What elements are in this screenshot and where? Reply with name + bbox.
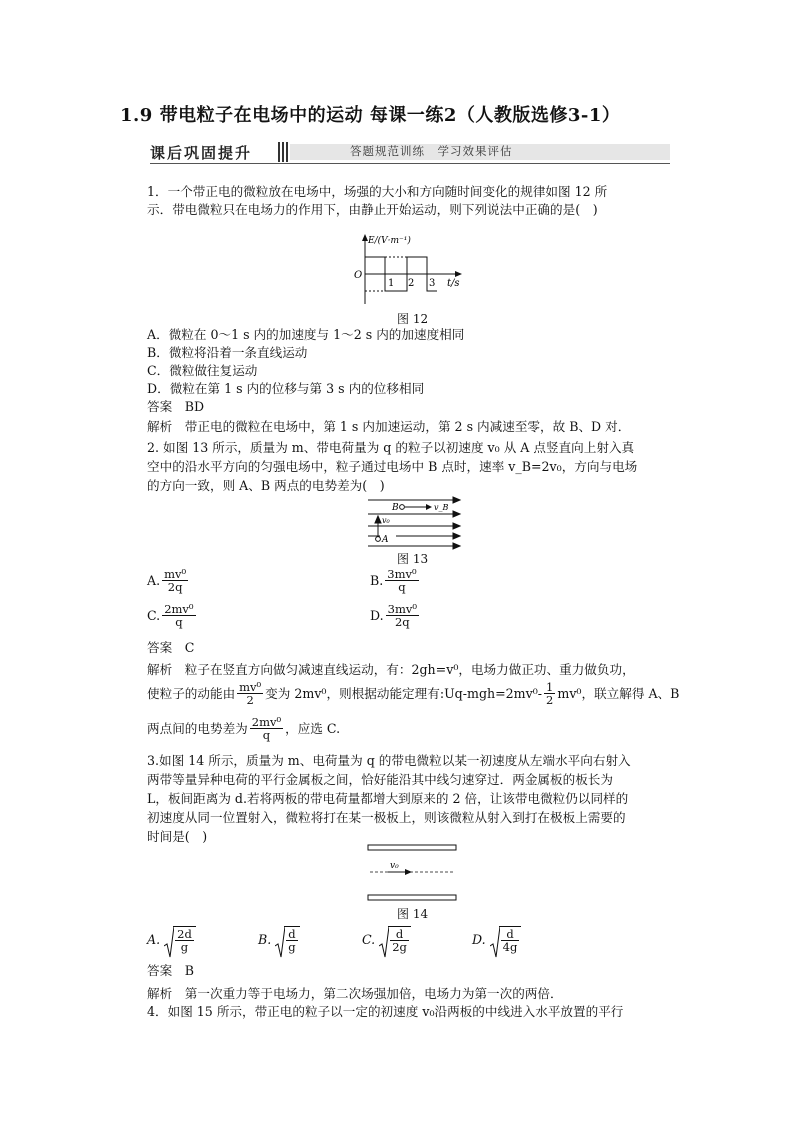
fig13-label-b: B <box>392 503 399 513</box>
q2-option-a-label: A. <box>147 573 161 588</box>
q3-option-b-label: B. <box>258 932 272 947</box>
q2-option-a <box>147 568 190 593</box>
banner-label: 课后巩固提升 <box>150 144 253 162</box>
fig12-xlabel: t/s <box>447 278 460 289</box>
figure-13 <box>366 496 462 552</box>
q2-analysis-frac1-den: 2 <box>246 693 254 707</box>
q2-caption: 图 13 <box>397 552 429 566</box>
q3-option-a-num: 2d <box>177 927 192 941</box>
q2-analysis-3a: 两点间的电势差为 <box>147 721 248 736</box>
q2-analysis-2c: mv⁰，联立解得 A、B <box>557 686 680 701</box>
q3-option-d-den: 4g <box>502 940 518 954</box>
q2-option-c-den: q <box>175 615 183 629</box>
q1-line-2: 示．带电微粒只在电场力的作用下，由静止开始运动，则下列说法中正确的是( ) <box>147 202 598 217</box>
sqrt-sign-icon <box>490 926 500 958</box>
sqrt-sign-icon <box>379 926 389 958</box>
q1-analysis: 解析 带正电的微粒在电场中，第 1 s 内加速运动，第 2 s 内减速至零，故 B、D 对． <box>147 419 631 434</box>
q4-line-1: 4．如图 15 所示，带正电的粒子以一定的初速度 v₀沿两板的中线进入水平放置的平行 <box>147 1004 624 1019</box>
fig13-point-b <box>400 505 405 510</box>
fig12-tick-3: 3 <box>429 278 436 289</box>
q2-analysis-2b: 变为 2mv⁰，则根据动能定理有:Uq-mgh=2mv⁰- <box>265 686 543 701</box>
q3-answer: 答案 B <box>147 963 195 978</box>
q3-line-3: L，板间距离为 d.若将两板的带电荷量都增大到原来的 2 倍，让该带电微粒仍以同样的 <box>147 791 629 806</box>
q3-option-c <box>362 926 411 953</box>
fig12-ylabel: E/(V·m⁻¹) <box>368 236 411 246</box>
q2-option-b <box>370 568 421 593</box>
q1-option-a: A．微粒在 0～1 s 内的加速度与 1～2 s 内的加速度相同 <box>147 327 465 342</box>
q3-line-5: 时间是( ) <box>147 829 208 844</box>
q2-option-d <box>370 603 421 628</box>
banner-underline <box>150 163 670 164</box>
q3-line-2: 两带等量异种电荷的平行金属板之间，恰好能沿其中线匀速穿过．两金属板的板长为 <box>147 772 613 787</box>
q3-analysis: 解析 第一次重力等于电场力，第二次场强加倍，电场力为第一次的两倍． <box>147 986 563 1001</box>
q2-analysis-3 <box>147 716 340 741</box>
q3-option-d-label: D. <box>472 932 486 947</box>
page-title: 1.9 带电粒子在电场中的运动 每课一练2（人教版选修3-1） <box>120 105 621 126</box>
q1-answer: 答案 BD <box>147 399 205 414</box>
q3-option-c-den: 2g <box>392 940 407 954</box>
figure-14 <box>366 842 460 904</box>
fig14-label-v0: v₀ <box>390 861 399 871</box>
q2-analysis-frac2-den: 2 <box>546 693 554 707</box>
sqrt-sign-icon <box>164 926 174 958</box>
q2-option-c <box>147 603 198 628</box>
q2-option-d-den: 2q <box>394 615 410 629</box>
q3-option-a-den: g <box>180 940 189 954</box>
q3-line-1: 3.如图 14 所示，质量为 m、电荷量为 q 的带电微粒以某一初速度从左端水平向右射入 <box>147 753 631 768</box>
q2-line-2: 空中的沿水平方向的匀强电场中，粒子通过电场中 B 点时，速率 v_B=2v₀，方向与电场 <box>147 459 638 474</box>
fig14-top-plate <box>368 845 456 850</box>
q3-caption: 图 14 <box>397 907 429 921</box>
fig12-tick-2: 2 <box>408 278 415 289</box>
q2-option-a-den: 2q <box>167 580 183 594</box>
q2-option-b-num: 3mv⁰ <box>387 567 417 581</box>
q2-analysis-3b: ，应选 C. <box>285 721 341 736</box>
q2-analysis-2 <box>147 681 679 706</box>
fig13-point-a <box>376 537 381 542</box>
q3-option-c-label: C. <box>362 932 376 947</box>
q3-option-a <box>147 926 196 953</box>
section-banner <box>150 140 670 164</box>
figure-12 <box>340 232 470 308</box>
q2-answer: 答案 C <box>147 640 195 655</box>
q3-option-b-den: g <box>288 940 296 954</box>
fig12-x-arrow <box>455 271 462 277</box>
q3-line-4: 初速度从同一位置射入，微粒将打在某一极板上，则该微粒从射入到打在极板上需要的 <box>147 810 626 825</box>
q2-option-c-num: 2mv⁰ <box>164 602 194 616</box>
q1-option-d: D．微粒在第 1 s 内的位移与第 3 s 内的位移相同 <box>147 381 425 396</box>
q3-option-d-num: d <box>501 928 520 941</box>
q2-line-3: 的方向一致，则 A、B 两点的电势差为( ) <box>147 478 385 493</box>
q2-analysis-frac3-den: q <box>262 728 271 742</box>
fig13-label-a: A <box>382 535 389 545</box>
q2-option-d-label: D. <box>370 608 384 623</box>
q1-option-b: B．微粒将沿着一条直线运动 <box>147 345 308 360</box>
q2-option-c-label: C. <box>147 608 161 623</box>
q3-option-b-num: d <box>288 927 296 941</box>
banner-subtitle: 答题规范训练 学习效果评估 <box>350 144 513 158</box>
q3-option-a-label: A. <box>147 932 161 947</box>
fig12-tick-1: 1 <box>388 278 395 289</box>
q3-option-b <box>258 926 300 953</box>
q2-analysis-frac3-num: 2mv⁰ <box>251 715 282 729</box>
q2-analysis-2a: 使粒子的动能由 <box>147 686 236 701</box>
q2-line-1: 2. 如图 13 所示，质量为 m、带电荷量为 q 的粒子以初速度 v₀ 从 A 点竖直向上射入真 <box>147 440 635 455</box>
fig14-v0-arrow <box>405 869 412 875</box>
q2-option-d-num: 3mv⁰ <box>387 602 417 616</box>
banner-divider <box>278 142 288 162</box>
q1-caption: 图 12 <box>397 312 429 326</box>
q3-option-d <box>472 926 521 953</box>
q2-option-b-den: q <box>398 580 406 594</box>
q2-analysis-frac1-num: mv⁰ <box>239 680 262 694</box>
fig13-label-v0: v₀ <box>382 516 390 525</box>
fig13-label-vb: v_B <box>434 503 449 512</box>
sqrt-sign-icon <box>275 926 285 958</box>
q2-analysis-1: 解析 粒子在竖直方向做匀减速直线运动，有：2gh=v⁰，电场力做正功、重力做负功， <box>147 662 635 677</box>
q3-option-c-num: d <box>390 928 409 941</box>
fig12-origin: O <box>354 270 363 281</box>
q1-option-c: C．微粒做往复运动 <box>147 363 258 378</box>
q2-option-b-label: B. <box>370 573 384 588</box>
q1-line-1: 1．一个带正电的微粒放在电场中，场强的大小和方向随时间变化的规律如图 12 所 <box>147 184 608 199</box>
fig14-bottom-plate <box>368 895 456 900</box>
q2-analysis-frac2-num: 1 <box>546 680 554 694</box>
q2-option-a-num: mv⁰ <box>164 567 187 581</box>
